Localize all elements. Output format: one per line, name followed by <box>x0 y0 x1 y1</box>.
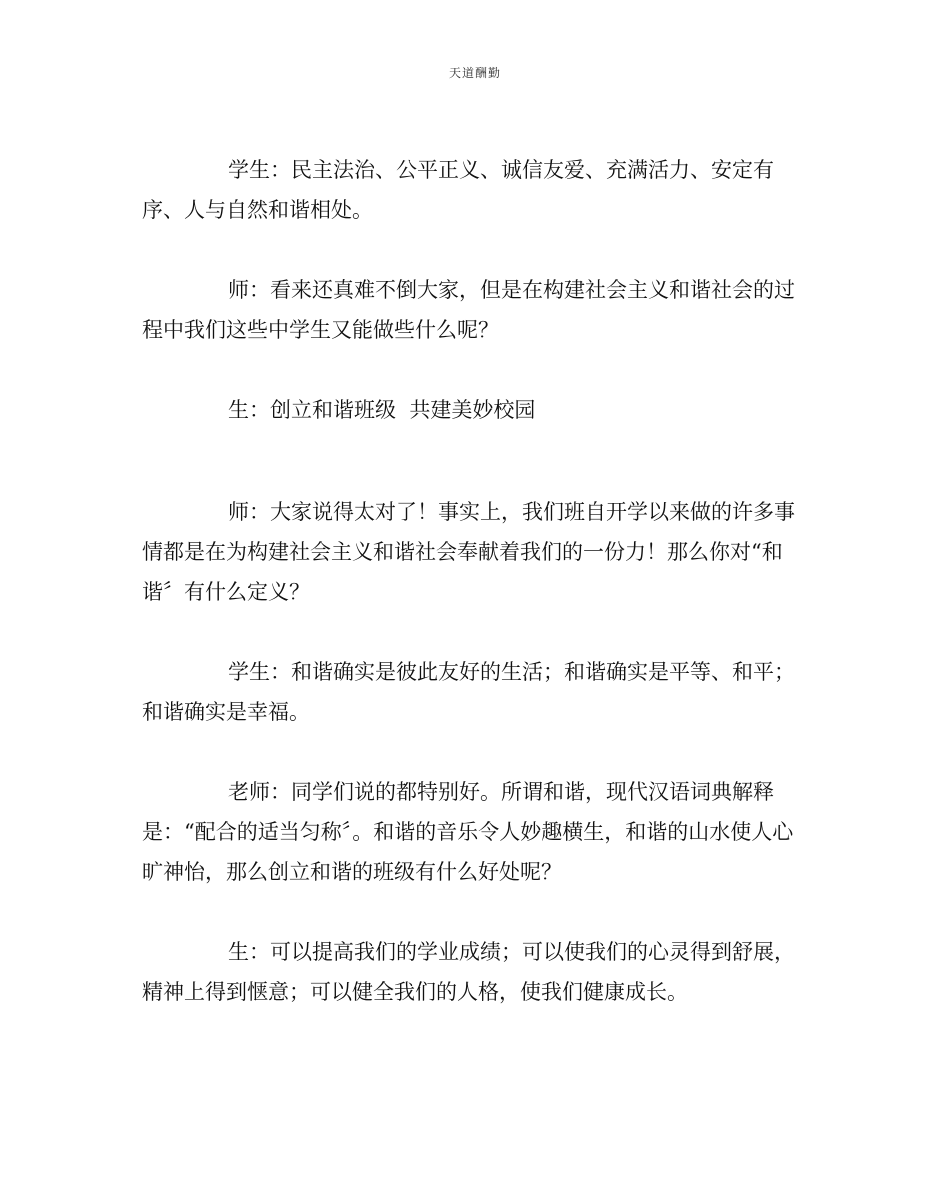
paragraph-student-answer-4: 生：可以提高我们的学业成绩；可以使我们的心灵得到舒展，精神上得到惬意；可以健全我们的人格，使我们健康成长。 <box>142 940 795 1004</box>
paragraph-spacer <box>142 230 810 270</box>
page-header: 天道酬勤 <box>448 66 501 80</box>
paragraph-spacer <box>142 430 810 492</box>
paragraph-spacer <box>142 892 810 932</box>
paragraph-student-answer-2: 生：创立和谐班级 共建美妙校园 <box>228 398 536 422</box>
paragraph-teacher-question-2: 师：大家说得太对了！事实上，我们班自开学以来做的许多事情都是在为构建社会主义和谐社会奉献着我们的一份力！那么你对“和谐〞有什么定义？ <box>142 500 795 604</box>
paragraph-student-answer-3: 学生：和谐确实是彼此友好的生活；和谐确实是平等、和平；和谐确实是幸福。 <box>142 660 795 724</box>
paragraph-spacer <box>142 350 810 390</box>
paragraph-spacer <box>142 732 810 772</box>
paragraph-teacher-question-3: 老师：同学们说的都特别好。所谓和谐，现代汉语词典解释是：“配合的适当匀称〞。和谐的音乐令人妙趣横生，和谐的山水使人心旷神怡，那么创立和谐的班级有什么好处呢？ <box>142 780 794 884</box>
paragraph-spacer <box>142 612 810 652</box>
paragraph-student-answer-1: 学生：民主法治、公平正义、诚信友爱、充满活力、安定有序、人与自然和谐相处。 <box>142 158 774 222</box>
paragraph-teacher-question-1: 师：看来还真难不倒大家，但是在构建社会主义和谐社会的过程中我们这些中学生又能做些什么呢？ <box>142 278 795 342</box>
document-body <box>142 150 810 1012</box>
